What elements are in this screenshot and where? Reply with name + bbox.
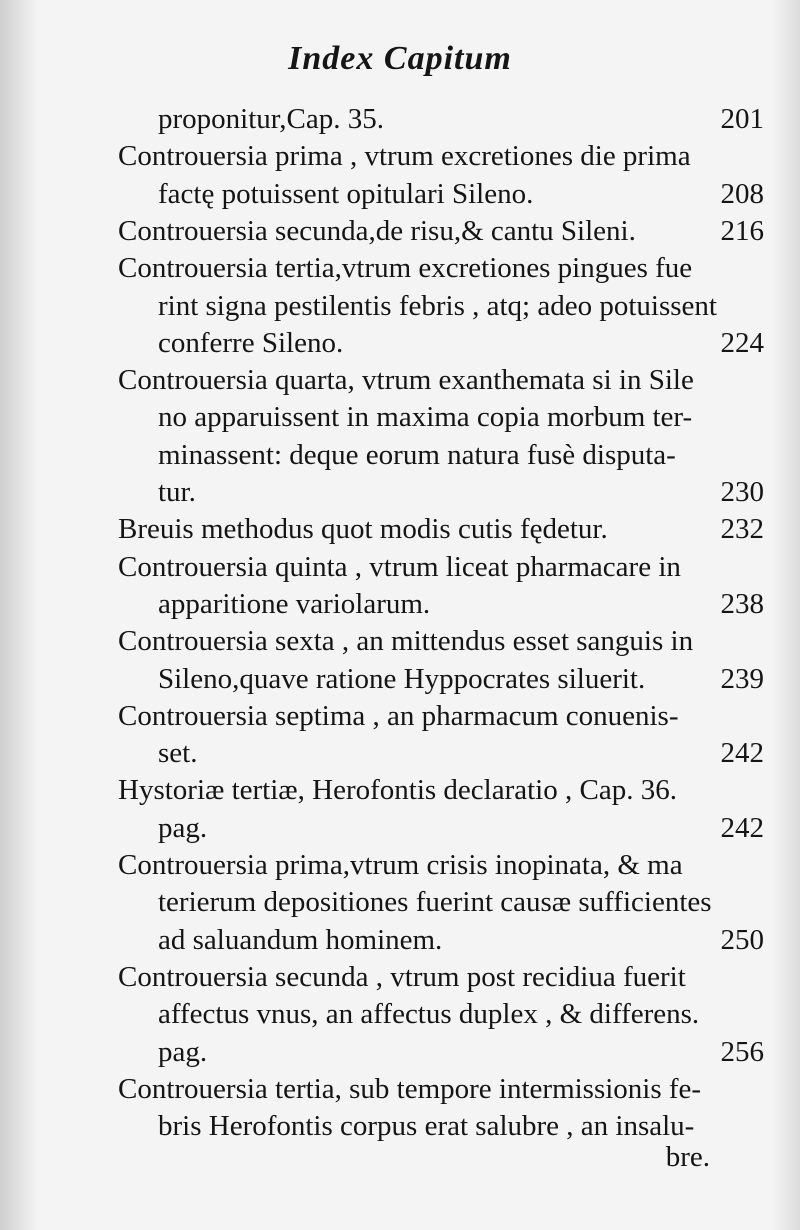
index-line-text: Hystoriæ tertiæ, Herofontis declaratio , Cap. 36. bbox=[118, 774, 677, 807]
index-line bbox=[0, 921, 800, 959]
index-line bbox=[0, 771, 800, 809]
index-line-page-number: 230 bbox=[720, 476, 764, 508]
index-line bbox=[0, 324, 800, 362]
index-line-text: minassent: deque eorum natura fusè disputa- bbox=[158, 438, 676, 471]
index-line-text: Controuersia quarta, vtrum exanthemata si in Sile bbox=[118, 364, 694, 397]
index-line bbox=[0, 398, 800, 436]
index-line bbox=[0, 660, 800, 698]
index-line bbox=[0, 510, 800, 548]
index-line-page-number: 242 bbox=[720, 811, 764, 844]
index-line-text: proponitur,Cap. 35. bbox=[158, 103, 384, 135]
index-line-text: Controuersia secunda,de risu,& cantu Sileni. bbox=[118, 214, 636, 247]
index-line bbox=[0, 585, 800, 623]
index-line-text: Controuersia prima,vtrum crisis inopinata, & ma bbox=[118, 849, 683, 881]
index-line bbox=[0, 548, 800, 586]
index-line bbox=[0, 697, 800, 735]
index-line-text: Sileno,quave ratione Hyppocrates siluerit. bbox=[158, 662, 646, 695]
index-line-text: Controuersia septima , an pharmacum conuenis- bbox=[118, 699, 679, 732]
index-line bbox=[0, 883, 800, 921]
index-line-text: tur. bbox=[158, 476, 196, 508]
index-line bbox=[0, 175, 800, 213]
index-line bbox=[0, 958, 800, 996]
index-line-text: bris Herofontis corpus erat salubre , an insalu- bbox=[158, 1110, 695, 1143]
index-line-page-number: 208 bbox=[720, 177, 764, 210]
index-line bbox=[0, 1070, 800, 1108]
index-line bbox=[0, 995, 800, 1033]
index-line-text: apparitione variolarum. bbox=[158, 587, 431, 620]
index-line bbox=[0, 622, 800, 660]
index-line-text: pag. bbox=[158, 1035, 208, 1068]
index-line-text: conferre Sileno. bbox=[158, 326, 344, 359]
catchword: bre. bbox=[665, 1141, 710, 1173]
index-line-page-number: 256 bbox=[720, 1035, 764, 1068]
index-line-text: Controuersia sexta , an mittendus esset sanguis in bbox=[118, 625, 694, 658]
index-line-page-number: 224 bbox=[720, 326, 764, 359]
index-line bbox=[0, 473, 800, 511]
index-line-text: pag. bbox=[158, 811, 208, 844]
index-line-text: Controuersia tertia,vtrum excretiones pingues fue bbox=[118, 252, 693, 285]
index-line bbox=[0, 249, 800, 287]
index-line-text: ad saluandum hominem. bbox=[158, 923, 443, 956]
index-line bbox=[0, 846, 800, 884]
index-line bbox=[0, 361, 800, 399]
index-line-text: factę potuissent opitulari Sileno. bbox=[158, 177, 534, 210]
index-line-text: Breuis methodus quot modis cutis fędetur. bbox=[118, 513, 608, 546]
index-line-text: terierum depositiones fuerint causæ sufficientes bbox=[158, 886, 712, 919]
index-line-text: Controuersia secunda , vtrum post recidiua fuerit bbox=[118, 960, 686, 993]
index-line bbox=[0, 137, 800, 175]
index-line-text: Controuersia tertia, sub tempore intermissionis fe- bbox=[118, 1072, 702, 1105]
index-line-text: rint signa pestilentis febris , atq; adeo potuissent bbox=[158, 289, 717, 322]
index-line bbox=[0, 436, 800, 474]
index-line-text: set. bbox=[158, 737, 198, 770]
index-line-page-number: 238 bbox=[720, 587, 764, 620]
index-line bbox=[0, 287, 800, 325]
index-line bbox=[0, 212, 800, 250]
index-line-page-number: 201 bbox=[720, 103, 764, 135]
index-line-text: affectus vnus, an affectus duplex , & differens. bbox=[158, 998, 700, 1031]
index-line bbox=[0, 734, 800, 772]
index-line bbox=[0, 809, 800, 847]
running-head: Index Capitum bbox=[288, 40, 512, 77]
index-line bbox=[0, 1033, 800, 1071]
index-line-page-number: 232 bbox=[720, 513, 764, 546]
index-line-page-number: 239 bbox=[720, 662, 764, 695]
index-line-page-number: 242 bbox=[720, 737, 764, 770]
index-line-text: Controuersia quinta , vtrum liceat pharmacare in bbox=[118, 550, 681, 583]
index-line bbox=[0, 100, 800, 138]
index-line-text: Controuersia prima , vtrum excretiones die prima bbox=[118, 140, 691, 173]
index-line-text: no apparuissent in maxima copia morbum ter- bbox=[158, 401, 693, 434]
index-line-page-number: 216 bbox=[720, 214, 764, 247]
index-line-page-number: 250 bbox=[720, 923, 764, 956]
